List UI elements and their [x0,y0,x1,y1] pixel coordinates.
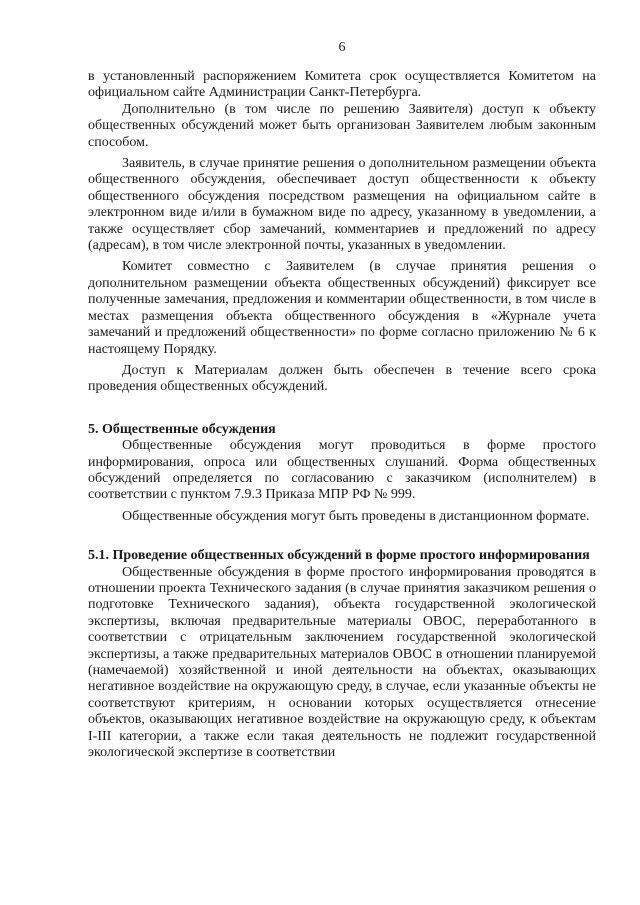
paragraph-simple-informing: Общественные обсуждения в форме простого информирования проводятся в отношении проекта Технического задания (в случае принятия заказчиком решения о подготовке Технического задания), объекта государственной экологической экспертизы, включая предварительные материалы ОВОС, переработанного в соответствии с отрицательным заключением государственной экологической экспертизы, а также предварительных материалов ОВОС в отношении планируемой (намечаемой) хозяйственной и иной деятельности на объектах, оказывающих негативное воздействие на окружающую среду, в случае, если указанные объекты не соответствуют критериям, н основании которых осуществляется отнесение объектов, оказывающих негативное воздействие на окружающую среду, к объектам I-III категории, а также если такая деятельность не подлежит государственной экологической экспертизе в соответствии [88,564,596,761]
section-heading-5: 5. Общественные обсуждения [88,421,276,437]
page-number: 6 [338,40,346,55]
paragraph-continuation: в установленный распоряжением Комитета срок осуществляется Комитетом на официальном сайте Администрации Санкт-Петербурга. [88,69,596,101]
paragraph-remote-format: Общественные обсуждения могут быть проведены в дистанционном формате. [122,508,590,524]
section-heading-5-1: 5.1. Проведение общественных обсуждений в форме простого информирования [88,548,590,564]
paragraph-materials-access: Доступ к Материалам должен быть обеспечен в течение всего срока проведения общественных обсуждений. [88,362,596,395]
paragraph-applicant-placement: Заявитель, в случае принятие решения о дополнительном размещении объекта общественного обсуждения, обеспечивает доступ общественности к объекту общественного обсуждения посредством размещения на официальном сайте в электронном виде и/или в бумажном виде по адресу, указанному в уведомлении, а также осуществляет сбор замечаний, комментариев и предложений по адресу (адресам), в том числе электронной почты, указанных в уведомлении. [88,156,596,254]
paragraph-committee-records: Комитет совместно с Заявителем (в случае принятия решения о дополнительном размещении объекта общественных обсуждений) фиксирует все полученные замечания, предложения и комментарии общественности, в том числе в местах размещения объекта общественного обсуждения в «Журнале учета замечаний и предложений общественности» по форме согласно приложению № 6 к настоящему Порядку. [88,259,596,357]
paragraph-access-by-applicant: Дополнительно (в том числе по решению Заявителя) доступ к объекту общественных обсуждений может быть организован Заявителем любым законным способом. [88,101,596,150]
paragraph-forms-of-discussion: Общественные обсуждения могут проводиться в форме простого информирования, опроса или общественных слушаний. Форма общественных обсуждений определяется по согласованию с заказчиком (исполнителем) в соответствии с пунктом 7.9.3 Приказа МПР РФ № 999. [88,438,596,503]
document-body [88,69,596,761]
